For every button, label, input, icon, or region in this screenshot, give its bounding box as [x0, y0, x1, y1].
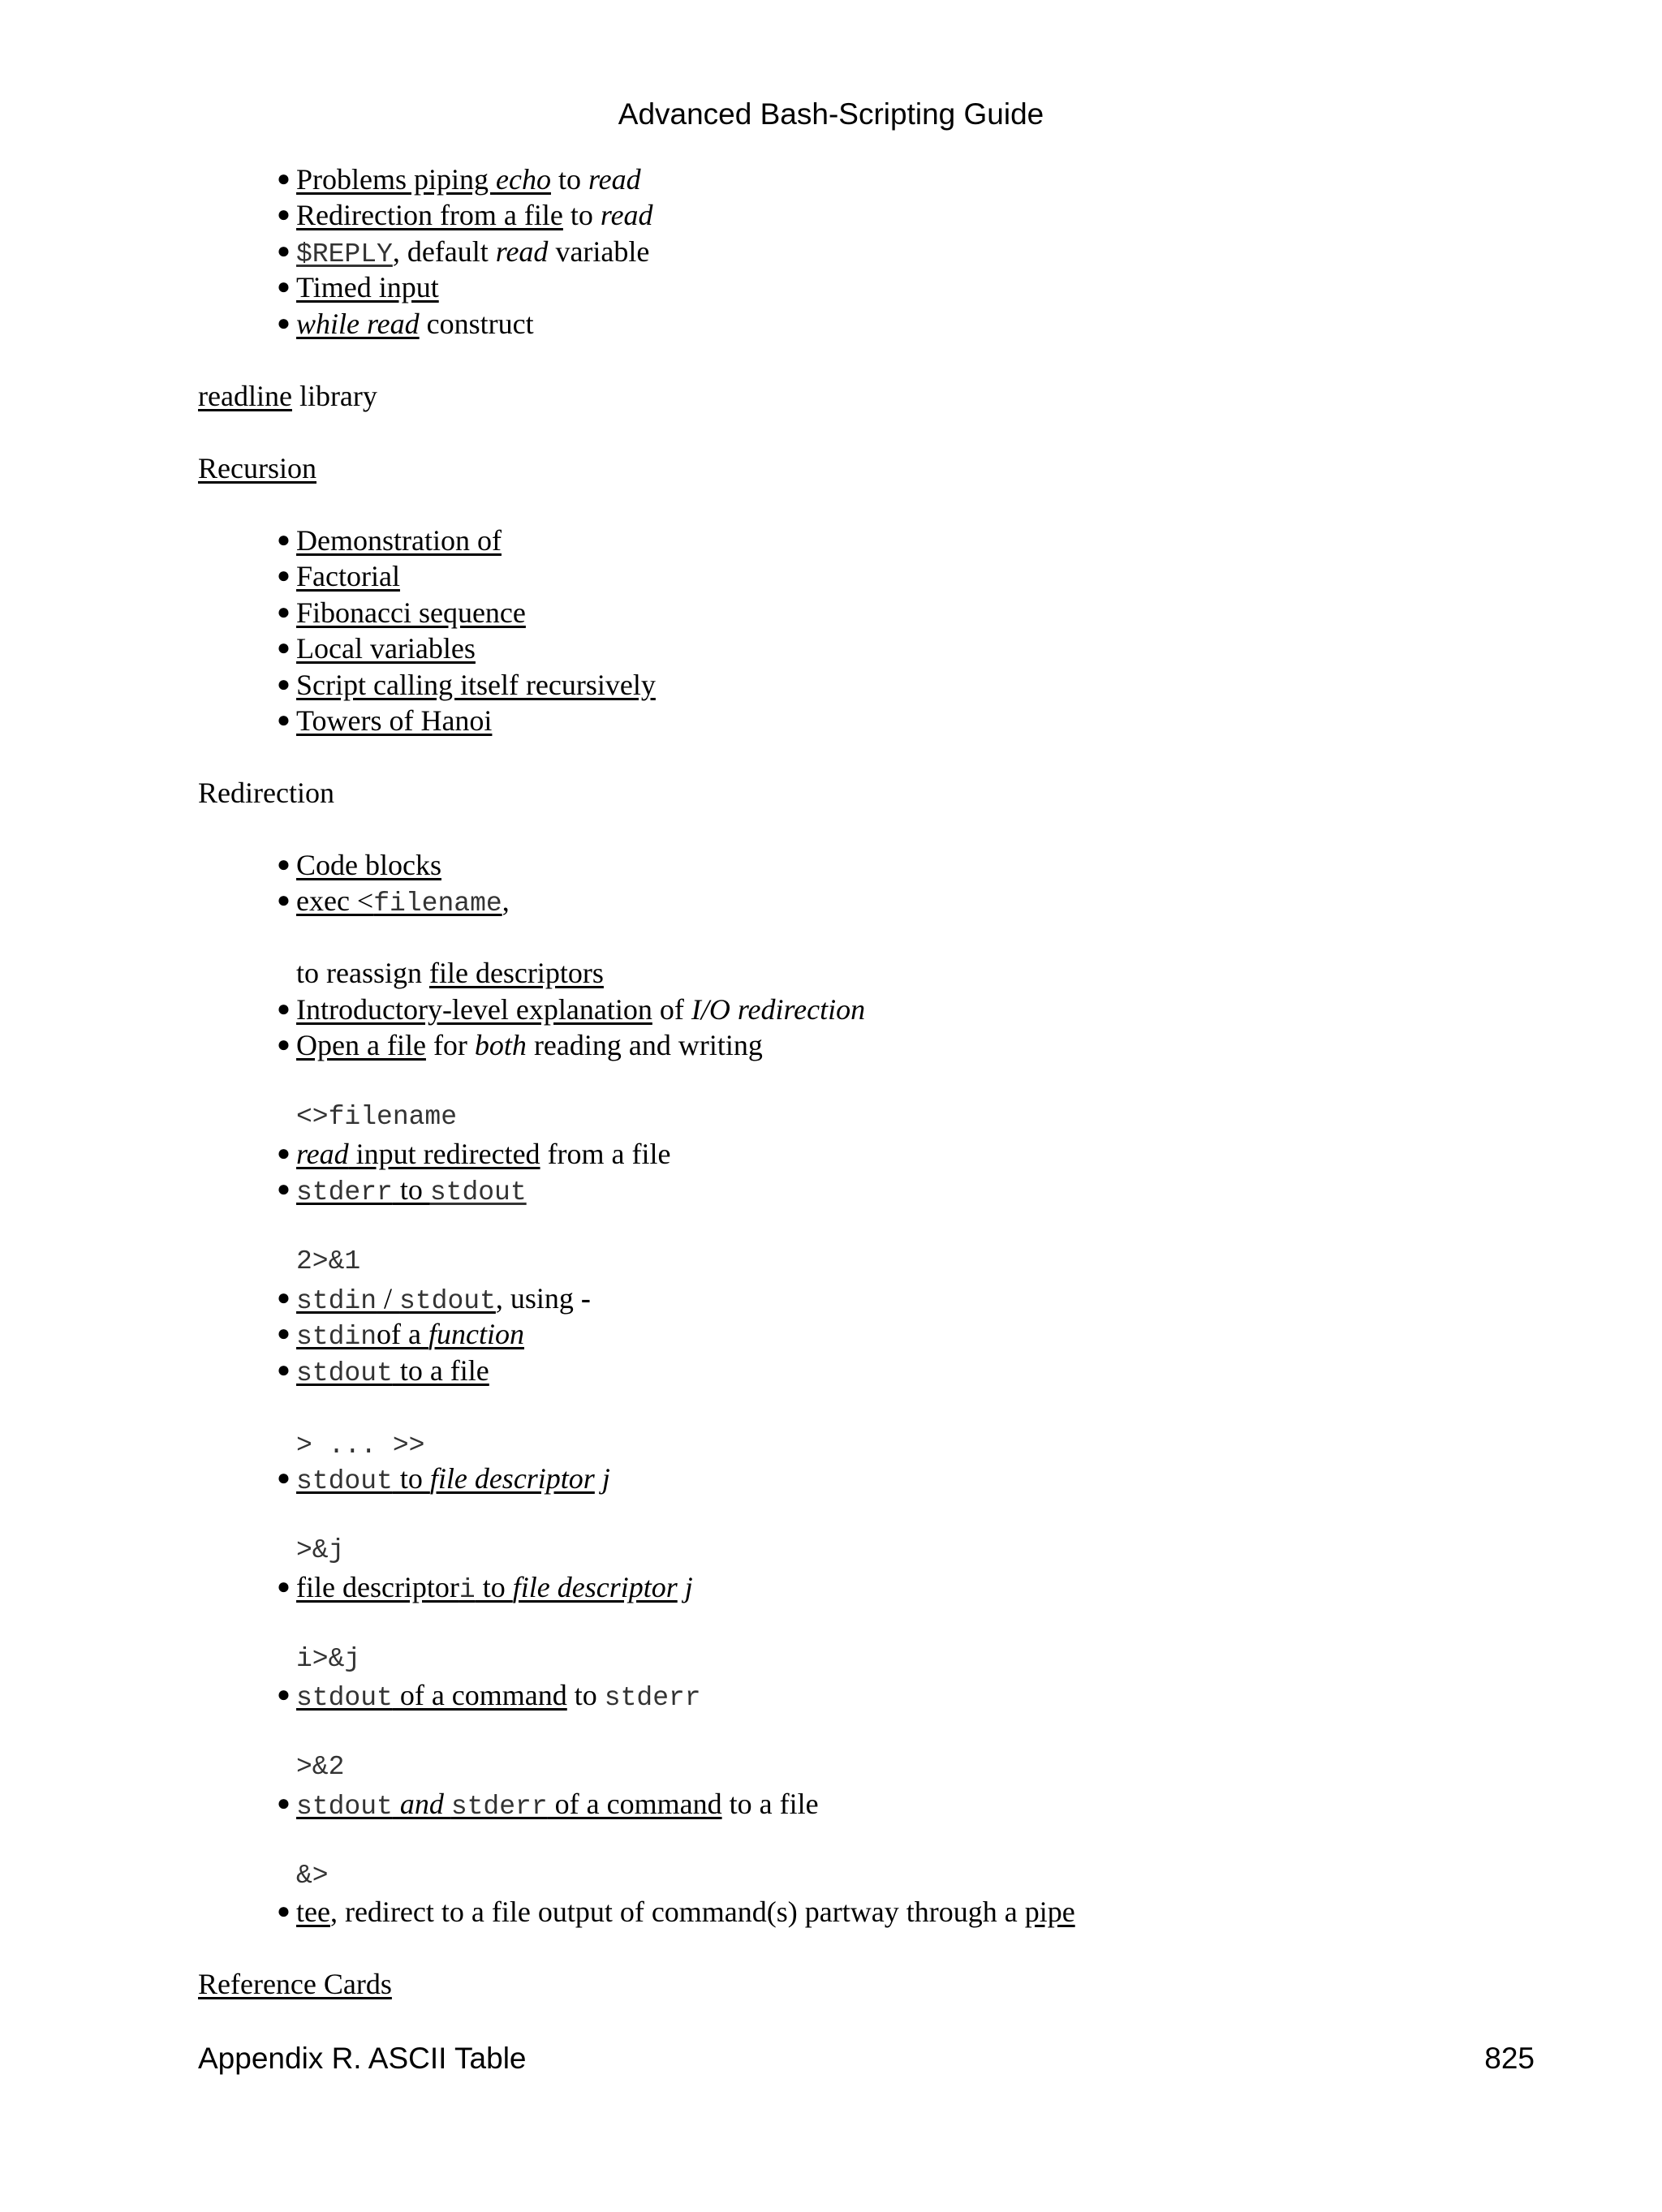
- open-a-file-link[interactable]: Open a file: [296, 1029, 426, 1061]
- bullet-icon: ●: [277, 996, 291, 1022]
- bullet-icon: ●: [277, 202, 291, 227]
- list-item-continuation: to reassign file descriptors: [296, 957, 604, 989]
- bullet-icon: ●: [277, 311, 291, 336]
- problems-piping-link[interactable]: Problems piping echo: [296, 163, 551, 196]
- pipe-link[interactable]: pipe: [1024, 1896, 1075, 1928]
- code-example: >&2: [296, 1752, 345, 1782]
- list-item: ● Problems piping echo to read: [277, 163, 641, 196]
- stdin-stdout-link[interactable]: stdin / stdout: [296, 1282, 496, 1316]
- list-item: [277, 1316, 524, 1355]
- exec-filename-link[interactable]: exec <filename: [296, 884, 502, 919]
- index-entry-readline: readline library: [198, 380, 377, 412]
- footer-page-number: 825: [1484, 2042, 1535, 2075]
- bullet-icon: ●: [277, 527, 291, 553]
- bullet-icon: ●: [277, 1465, 291, 1491]
- code-example: >&j: [296, 1535, 345, 1565]
- code-blocks-link[interactable]: Code blocks: [296, 849, 441, 881]
- stdout-link[interactable]: stdout: [429, 1177, 527, 1207]
- recursion-towers-of-hanoi-link[interactable]: Towers of Hanoi: [296, 704, 493, 737]
- bullet-icon: ●: [277, 1141, 291, 1166]
- index-entry-recursion: [198, 450, 316, 486]
- list-item: [277, 523, 502, 558]
- code-example: &>: [296, 1861, 329, 1891]
- recursion-factorial-link[interactable]: Factorial: [296, 560, 400, 592]
- list-item: ● stdout and stderr of a command to a file: [277, 1788, 819, 1822]
- bullet-icon: ●: [277, 1899, 291, 1924]
- recursion-fibonacci-link[interactable]: Fibonacci sequence: [296, 596, 526, 629]
- bullet-icon: ●: [277, 1791, 291, 1816]
- bullet-icon: ●: [277, 1321, 291, 1346]
- bullet-icon: ●: [277, 1358, 291, 1383]
- list-item: [277, 595, 526, 630]
- index-entry-redirection: Redirection: [198, 777, 334, 809]
- list-item: ● stdout to file descriptor j: [277, 1462, 610, 1496]
- list-item: ● Redirection from a file to read: [277, 199, 653, 231]
- list-item: [277, 703, 493, 738]
- page-header: Advanced Bash-Scripting Guide: [618, 97, 1044, 131]
- list-item: [277, 558, 400, 594]
- stdout-to-file-link[interactable]: stdout to a file: [296, 1354, 489, 1388]
- list-item: ● $REPLY, default read variable: [277, 235, 650, 269]
- bullet-icon: ●: [277, 274, 291, 299]
- bullet-icon: ●: [277, 1032, 291, 1057]
- stdout-and-stderr-link[interactable]: stdout and stderr of a command: [296, 1788, 722, 1822]
- bullet-icon: ●: [277, 852, 291, 877]
- readline-link[interactable]: readline: [198, 380, 292, 412]
- list-item: ● stdout of a command to stderr: [277, 1679, 701, 1713]
- timed-input-link[interactable]: Timed input: [296, 271, 439, 303]
- index-entry-reference-cards: [198, 1966, 392, 2002]
- bullet-icon: ●: [277, 1574, 291, 1599]
- file-descriptors-link[interactable]: file descriptors: [428, 957, 604, 989]
- bullet-icon: ●: [277, 672, 291, 697]
- stdout-of-command-link[interactable]: stdout of a command: [296, 1679, 567, 1713]
- read-input-redirected-link[interactable]: read input redirected: [296, 1138, 540, 1170]
- bullet-icon: ●: [277, 563, 291, 588]
- bullet-icon: ●: [277, 708, 291, 733]
- bullet-icon: ●: [277, 1177, 291, 1202]
- stdin-of-function-link[interactable]: stdinof a function: [296, 1318, 524, 1352]
- recursion-script-calling-itself-link[interactable]: Script calling itself recursively: [296, 669, 656, 701]
- list-item: ● while read construct: [277, 308, 534, 340]
- list-item: ● Open a file for both reading and writing: [277, 1029, 763, 1061]
- recursion-demonstration-link[interactable]: Demonstration of: [296, 524, 502, 557]
- bullet-icon: ●: [277, 166, 291, 192]
- bullet-icon: ●: [277, 1682, 291, 1707]
- footer-chapter: Appendix R. ASCII Table: [198, 2042, 527, 2075]
- reply-link[interactable]: $REPLY: [296, 239, 393, 269]
- code-example: i>&j: [296, 1644, 361, 1674]
- code-example: 2>&1: [296, 1246, 361, 1276]
- stderr-to-stdout-link[interactable]: stderr to: [296, 1173, 430, 1207]
- list-item: [277, 1172, 527, 1211]
- bullet-icon: ●: [277, 600, 291, 625]
- bullet-icon: ●: [277, 635, 291, 661]
- list-item: [277, 630, 476, 666]
- list-item: [277, 667, 656, 703]
- reference-cards-link[interactable]: Reference Cards: [198, 1968, 392, 2000]
- list-item: ● stdin / stdout, using -: [277, 1282, 591, 1316]
- list-item: [277, 269, 439, 305]
- list-item: ● Introductory-level explanation of I/O redirection: [277, 993, 866, 1026]
- list-item: [277, 1353, 489, 1392]
- list-item: ● read input redirected from a file: [277, 1138, 671, 1170]
- list-item: ● exec <filename,: [277, 884, 510, 919]
- recursion-link[interactable]: Recursion: [198, 452, 316, 484]
- bullet-icon: ●: [277, 239, 291, 264]
- list-item: ● file descriptori to file descriptor j: [277, 1571, 693, 1605]
- bullet-icon: ●: [277, 1285, 291, 1310]
- list-item: [277, 847, 441, 883]
- fd-to-fd-link[interactable]: file descriptori to file descriptor: [296, 1571, 678, 1605]
- code-example: > ... >>: [296, 1431, 425, 1461]
- stdout-to-fd-link[interactable]: stdout to file descriptor: [296, 1462, 595, 1496]
- io-redirection-intro-link[interactable]: Introductory-level explanation: [296, 993, 652, 1026]
- list-item: ● tee, redirect to a file output of command(s) partway through a pipe: [277, 1896, 1075, 1928]
- while-read-link[interactable]: while read: [296, 308, 420, 340]
- tee-link[interactable]: tee: [296, 1896, 330, 1928]
- bullet-icon: ●: [277, 888, 291, 913]
- recursion-local-variables-link[interactable]: Local variables: [296, 632, 476, 665]
- code-example: <>filename: [296, 1102, 458, 1132]
- redirection-from-file-link[interactable]: Redirection from a file: [296, 199, 563, 231]
